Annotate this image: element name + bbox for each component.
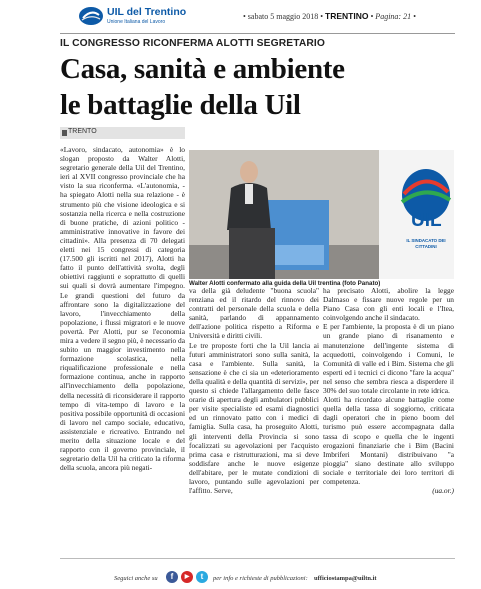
press-office-email-link[interactable]: ufficiostampa@uiltn.it (314, 575, 377, 582)
photo-caption: Walter Alotti confermato alla guida della Uil trentina (foto Panato) (189, 279, 454, 287)
uil-logo-icon (78, 6, 104, 26)
article-column-3 (323, 286, 454, 531)
info-label: per info e richieste di pubblicazioni: (213, 575, 308, 582)
photo-banner-logo-text: UIL (411, 210, 442, 231)
paragraph: Alotti ha ricordato alcune battaglie come quella della tassa di soggiorno, criticata dagli operatori che in pieno boom del turismo può essere accompagnata dalla tassa di scopo e quella che le ingenti erogazioni finanziarie che i Bim (Bacini Imbriferi Montani) distribuivano "a pioggia" siano destinate allo sviluppo sociale e territoriale dei loro territori di competenza. (323, 395, 454, 486)
photo-banner-subtitle: IL SINDACATO DEI CITTADINI (406, 238, 446, 249)
publication-date: • sabato 5 maggio 2018 • (243, 12, 324, 21)
newspaper-name: TRENTINO (325, 11, 369, 21)
paragraph: «Lavoro, sindacato, autonomia» è lo slogan proposto da Walter Alotti, segretario generale della Uil del Trentino, ieri al XVII congresso provinciale che ha visto la sua riconferma. «L'autonomia, - ha spiegato Alotti nella sua relazione - è strumento più che visione ideologica e si sostanzia nella ricerca e nella costruzione di buone pratiche, di azioni politico - amministrative innovative in favore dei cittadini». Alla presenza di 70 delegati eletti nei 15 congressi di categoria (17.500 gli iscritti nel 2017), Alotti ha fatto il punto dell'attività svolta, degli obiettivi raggiunti e soprattutto di quelli sui quali si dovrà aumentare l'impegno. Le grandi questioni del futuro da affrontare sono la digitalizzazione del lavoro, l'invecchiamento della popolazione, i flussi migratori e le nuove povertà. Per Alotti, pur se l'economia mira a vedere il segno più, è necessario da subito un maggior investimento nella formazione scolastica, nella riqualificazione professionale e nella formazione continua, anche in rapporto all'invecchiamento della popolazione, della necessità di riconsiderare il rapporto tempo di vita-tempo di lavoro e la positiva possibile opportunità di occasioni di lavoro nel campo sociale, educativo, assistenziale e ricreativo. Entrando nel merito della situazione locale e del rapporto con il governo provinciale, il segretario della Uil ha criticato la riforma della scuola, ancora più negati- (60, 145, 185, 473)
footer-divider (60, 558, 455, 559)
author-signature: (ua.or.) (432, 486, 454, 496)
paragraph: Le tre proposte forti che la Uil lancia ai futuri amministratori sono sulla sanità, la casa e l'ambiente. Sulla sanità, la sensazione è che ci sia un «deterioramento della qualità e della quantità di servizi», per questo si chiede l'allargamento delle fasce orarie di apertura degli ambulatori pubblici per visite specialiste ed esami diagnostici ed un rinnovato patto con i medici di famiglia. Sulla casa, ha proseguito Alotti, gli interventi della Provincia si sono focalizzati su agevolazioni per l'acquisto prima casa e ristrutturazioni, ma si deve soddisfare anche le nuove esigenze dell'abitare, per le mutate condizioni di lavoro, puntando sulle agevolazioni per l'affitto. Serve, (189, 340, 319, 496)
page-number: • Pagina: 21 • (370, 12, 416, 21)
paragraph: ha precisato Alotti, abolire la legge Dalmaso e fissare nuove regole per un Piano Casa con gli enti locali e l'Itea, coinvolgendo anche il sindacato. (323, 286, 454, 323)
youtube-icon[interactable]: ▶ (181, 571, 193, 583)
article-kicker: IL CONGRESSO RICONFERMA ALOTTI SEGRETARIO (60, 38, 325, 49)
headline-line-1: Casa, sanità e ambiente (60, 53, 345, 85)
article-photo (189, 150, 454, 282)
article-column-2 (189, 286, 319, 531)
follow-label: Seguici anche su (114, 575, 158, 582)
paragraph: va della già deludente "buona scuola" renziana ed il ritardo del rinnovo dei contratti del personale della scuola e della sanità, parlando di appannamento dell'azione politica rispetto a Riforma e Università e diritti civili. (189, 286, 319, 341)
headline-line-2: le battaglie della Uil (60, 89, 301, 121)
publication-line (243, 11, 416, 21)
article-column-1 (60, 145, 185, 530)
paragraph: E per l'ambiente, la proposta è di un piano un grande piano di risanamento e manutenzione dell'ingente sistema di acquedotti, coinvolgendo i Comuni, le Comunità di valle ed i Bim. Sistema che gli esperti ed i tecnici ci dicono "fare la acqua" nel senso che sembra riesca a disperdere il 30% del suo totale circolante in rete idrica. (323, 322, 454, 396)
location-label: TRENTO (68, 128, 97, 135)
logo-title: UIL del Trentino (107, 6, 187, 18)
header-divider (60, 33, 455, 34)
facebook-icon[interactable]: f (166, 571, 178, 583)
twitter-icon[interactable]: t (196, 571, 208, 583)
location-marker-icon (62, 130, 67, 136)
logo-subtitle: Unione Italiana del Lavoro (107, 19, 166, 25)
